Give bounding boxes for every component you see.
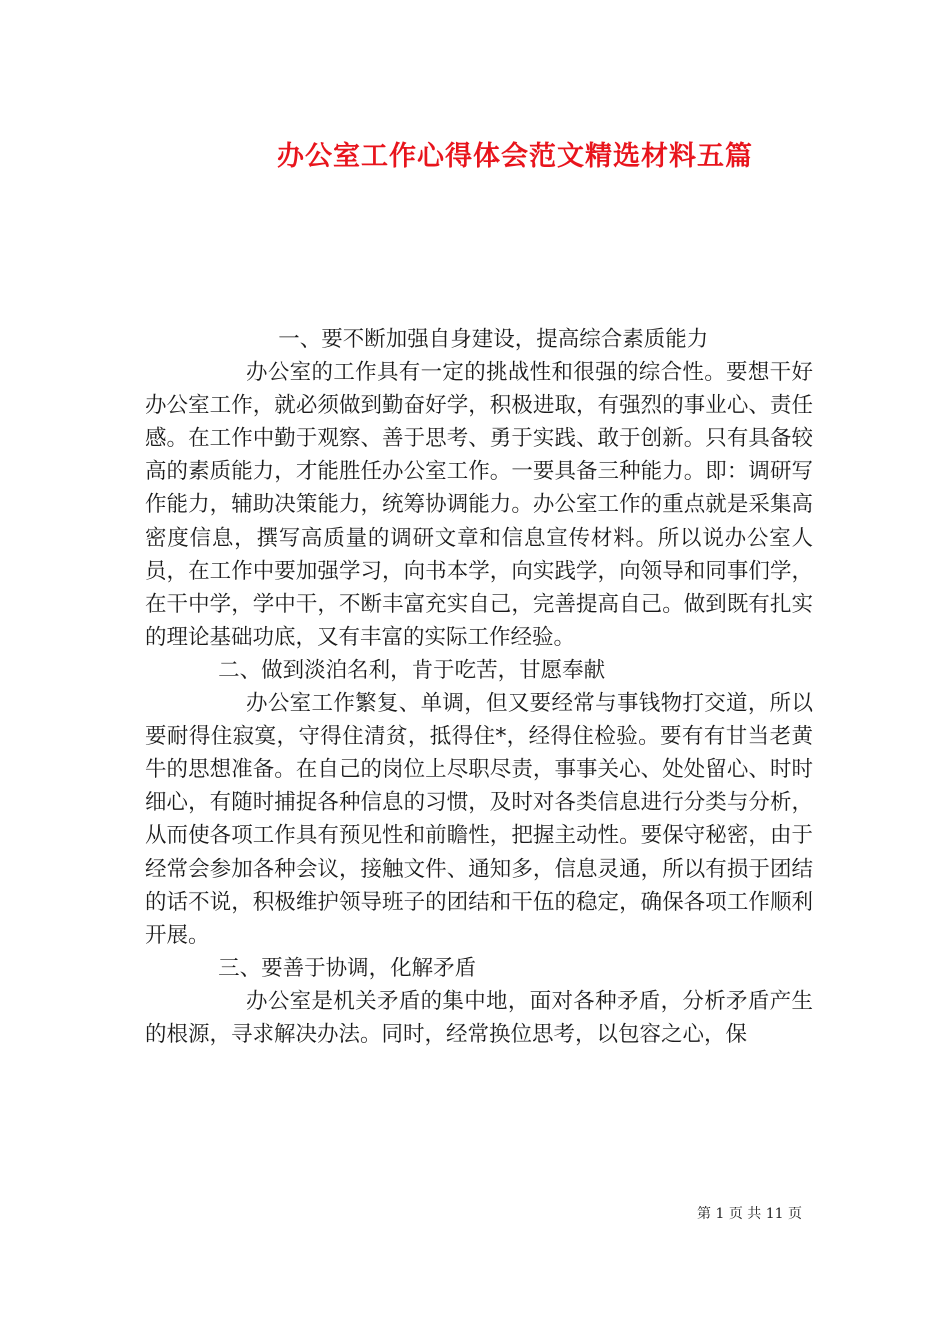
body-paragraph-2: 办公室工作繁复、单调，但又要经常与事钱物打交道，所以要耐得住寂寞，守得住清贫，抵得住*，经得住检验。要有有甘当老黄牛的思想准备。在自己的岗位上尽职尽责，事事关心、处处留心、时时细心，有随时捕捉各种信息的习惯，及时对各类信息进行分类与分析，从而使各项工作具有预见性和前瞻性，把握主动性。要保守秘密，由于经常会参加各种会议，接触文件、通知多，信息灵通，所以有损于团结的话不说，积极维护领导班子的团结和干伍的稳定，确保各项工作顺利开展。 [145,691,813,948]
body-paragraph-3: 办公室是机关矛盾的集中地，面对各种矛盾，分析矛盾产生的根源，寻求解决办法。同时，经常换位思考，以包容之心，保 [145,988,813,1047]
section-heading-2: 二、做到淡泊名利，肯于吃苦，甘愿奉献 [218,657,606,683]
document-title: 办公室工作心得体会范文精选材料五篇 [277,141,753,172]
section-heading-1: 一、要不断加强自身建设，提高综合素质能力 [278,327,709,352]
section-heading-3: 三、要善于协调，化解矛盾 [218,955,477,981]
document-body [145,323,813,1051]
page-number-footer: 第 1 页 共 11 页 [697,1206,802,1222]
body-paragraph-1: 办公室的工作具有一定的挑战性和很强的综合性。要想干好办公室工作，就必须做到勤奋好学，积极进取，有强烈的事业心、责任感。在工作中勤于观察、善于思考、勇于实践、敢于创新。只有具备较高的素质能力，才能胜任办公室工作。一要具备三种能力。即：调研写作能力，辅助决策能力，统筹协调能力。办公室工作的重点就是采集高密度信息，撰写高质量的调研文章和信息宣传材料。所以说办公室人员，在工作中要加强学习，向书本学，向实践学，向领导和同事们学，在干中学，学中干，不断丰富充实自己，完善提高自己。做到既有扎实的理论基础功底，又有丰富的实际工作经验。 [145,360,813,650]
